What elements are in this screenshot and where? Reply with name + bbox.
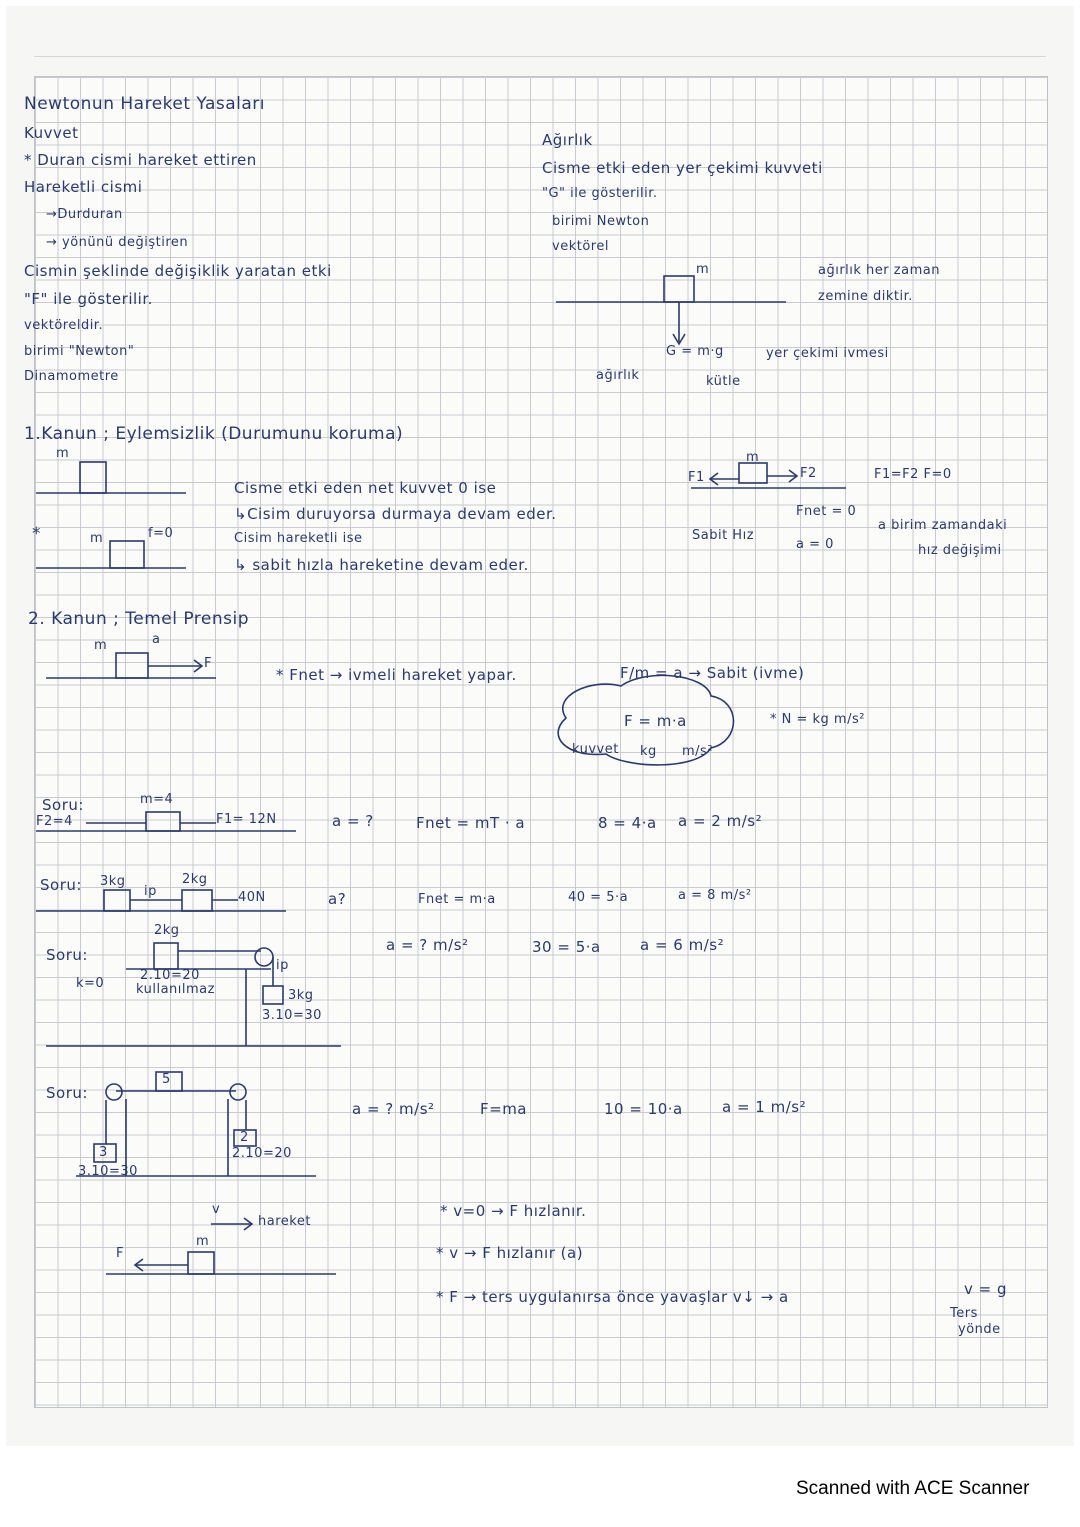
q2-m1: 3kg	[100, 874, 126, 889]
law1-box-1	[80, 462, 106, 493]
law2-kuvvet: kuvvet	[572, 742, 619, 757]
q2-eq2: 40 = 5·a	[568, 890, 629, 905]
agirlik-line-3: birimi Newton	[552, 214, 650, 229]
q2-box-1	[104, 890, 130, 911]
law1-m1: m	[56, 446, 70, 461]
q3-calc: 2.10=20	[140, 968, 200, 983]
law1-f1: F1	[688, 470, 705, 485]
law1-a0: a = 0	[796, 537, 834, 552]
law1-box-2	[110, 541, 144, 568]
q1-ans: a = 2 m/s²	[678, 812, 763, 830]
q4-ask: a = ? m/s²	[352, 1100, 435, 1118]
kuvvet-line-2: Hareketli cismi	[24, 178, 143, 196]
law1-heading: 1.Kanun ; Eylemsizlik (Durumunu koruma)	[24, 424, 404, 444]
law1-text-1: Cisme etki eden net kuvvet 0 ise	[234, 479, 497, 497]
q3-note: kullanılmaz	[136, 982, 215, 997]
law2-ms2: m/s²	[682, 744, 714, 759]
q1-f1: F1= 12N	[216, 812, 277, 827]
motion-rule-2: * v → F hızlanır (a)	[436, 1244, 584, 1262]
q3-label: Soru:	[46, 946, 88, 964]
motion-rule-5: Ters	[950, 1306, 978, 1321]
q4-m-top: 5	[162, 1072, 171, 1087]
q4-eq1: F=ma	[480, 1100, 527, 1118]
law1-f2: F2	[800, 466, 817, 481]
agirlik-note-2: zemine diktir.	[818, 289, 913, 304]
q4-left-pulley	[106, 1084, 122, 1100]
law1-m2: m	[90, 531, 104, 546]
law1-text-3: Cisim hareketli ise	[234, 531, 363, 546]
motion-rule-1: * v=0 → F hızlanır.	[440, 1202, 587, 1220]
law2-cloud-formula: F = m·a	[624, 712, 687, 730]
q2-eq1: Fnet = m·a	[418, 892, 496, 907]
kuvvet-line-4: → yönünü değiştiren	[46, 235, 189, 250]
law1-m3: m	[746, 450, 760, 465]
q2-ans: a = 8 m/s²	[678, 888, 752, 903]
agirlik-line-2: "G" ile gösterilir.	[542, 186, 658, 201]
law2-fm: F/m = a → Sabit (ivme)	[620, 664, 805, 682]
q3-m-top: 2kg	[154, 923, 180, 938]
q2-label: Soru:	[40, 876, 82, 894]
q1-m: m=4	[140, 792, 174, 807]
q3-ip: ip	[276, 958, 289, 973]
kuvvet-heading: Kuvvet	[24, 124, 79, 142]
motion-v: v	[212, 1202, 221, 1217]
law2-a: a	[152, 632, 161, 647]
agirlik-mass-word: kütle	[706, 374, 741, 389]
q1-eq1: Fnet = mT · a	[416, 814, 526, 832]
q3-ans: a = 6 m/s²	[640, 936, 725, 954]
q2-ask: a?	[328, 890, 347, 908]
law1-sabit: Sabit Hız	[692, 528, 755, 543]
kuvvet-line-8: birimi "Newton"	[24, 344, 135, 359]
law1-text-2: ↳Cisim duruyorsa durmaya devam eder.	[234, 505, 557, 523]
motion-F: F	[116, 1246, 124, 1261]
q4-right-calc: 2.10=20	[232, 1146, 292, 1161]
law2-kg: kg	[640, 744, 657, 759]
agirlik-mass: m	[696, 262, 710, 277]
q3-m-hang: 3kg	[288, 988, 314, 1003]
page-title: Newtonun Hareket Yasaları	[24, 94, 266, 114]
kuvvet-line-1: * Duran cismi hareket ettiren	[24, 151, 257, 169]
q2-m2: 2kg	[182, 872, 208, 887]
kuvvet-line-3: →Durduran	[46, 207, 123, 222]
agirlik-g-label: yer çekimi ivmesi	[766, 346, 889, 361]
agirlik-formula: G = m·g	[666, 344, 724, 359]
q4-label: Soru:	[46, 1084, 88, 1102]
q4-eq2: 10 = 10·a	[604, 1100, 683, 1118]
agirlik-note-1: ağırlık her zaman	[818, 263, 940, 278]
q4-m-right: 2	[240, 1130, 249, 1145]
law1-star: *	[32, 524, 41, 544]
law1-f0: f=0	[148, 526, 174, 541]
motion-rule-4: v = g	[964, 1280, 1008, 1298]
law2-fnet-text: * Fnet → ivmeli hareket yapar.	[276, 666, 517, 684]
law2-box	[116, 653, 148, 678]
kuvvet-line-7: vektöreldir.	[24, 318, 104, 333]
q3-pulley	[255, 948, 273, 966]
agirlik-line-4: vektörel	[552, 239, 609, 254]
motion-box	[188, 1252, 214, 1274]
hand-drawings	[6, 6, 1074, 1446]
kuvvet-line-9: Dinamometre	[24, 369, 119, 384]
q3-ask: a = ? m/s²	[386, 936, 469, 954]
notebook-page	[6, 6, 1074, 1446]
q3-hang-calc: 3.10=30	[262, 1008, 322, 1023]
law1-fnet0: Fnet = 0	[796, 504, 857, 519]
q4-ans: a = 1 m/s²	[722, 1098, 807, 1116]
motion-m: m	[196, 1234, 210, 1249]
law1-a-def-1: a birim zamandaki	[878, 518, 1008, 533]
q4-left-calc: 3.10=30	[78, 1164, 138, 1179]
q4-right-pulley	[230, 1084, 246, 1100]
q2-F: 40N	[238, 890, 266, 905]
weight-box	[664, 276, 694, 302]
q1-eq2: 8 = 4·a	[598, 814, 657, 832]
agirlik-line-1: Cisme etki eden yer çekimi kuvveti	[542, 159, 823, 177]
law2-heading: 2. Kanun ; Temel Prensip	[28, 609, 250, 629]
agirlik-heading: Ağırlık	[542, 131, 593, 149]
q3-top-box	[154, 943, 178, 969]
scanner-watermark: Scanned with ACE Scanner	[796, 1478, 1030, 1499]
law1-text-4: ↳ sabit hızla hareketine devam eder.	[234, 556, 529, 574]
agirlik-weight-label: ağırlık	[596, 368, 640, 383]
q4-m-left: 3	[99, 1145, 108, 1160]
kuvvet-line-6: "F" ile gösterilir.	[24, 290, 153, 308]
q2-ip: ip	[144, 884, 157, 899]
q2-box-2	[182, 890, 212, 911]
law2-unit: * N = kg m/s²	[770, 712, 865, 727]
q3-k: k=0	[76, 976, 105, 991]
q1-ask: a = ?	[332, 812, 374, 830]
q3-eq: 30 = 5·a	[532, 938, 601, 956]
law2-F: F	[204, 656, 212, 671]
motion-hareket: hareket	[258, 1214, 311, 1229]
q1-f2: F2=4	[36, 814, 73, 829]
q1-box	[146, 812, 180, 831]
law1-a-def-2: hız değişimi	[918, 543, 1002, 558]
motion-rule-3: * F → ters uygulanırsa önce yavaşlar v↓ → a	[436, 1288, 789, 1306]
law2-m: m	[94, 638, 108, 653]
law1-eq: F1=F2 F=0	[874, 467, 952, 482]
law1-box-3	[739, 463, 767, 483]
kuvvet-line-5: Cismin şeklinde değişiklik yaratan etki	[24, 262, 332, 280]
q1-label: Soru:	[42, 796, 84, 814]
q3-hanging-box	[263, 986, 283, 1004]
motion-rule-6: yönde	[958, 1322, 1001, 1337]
